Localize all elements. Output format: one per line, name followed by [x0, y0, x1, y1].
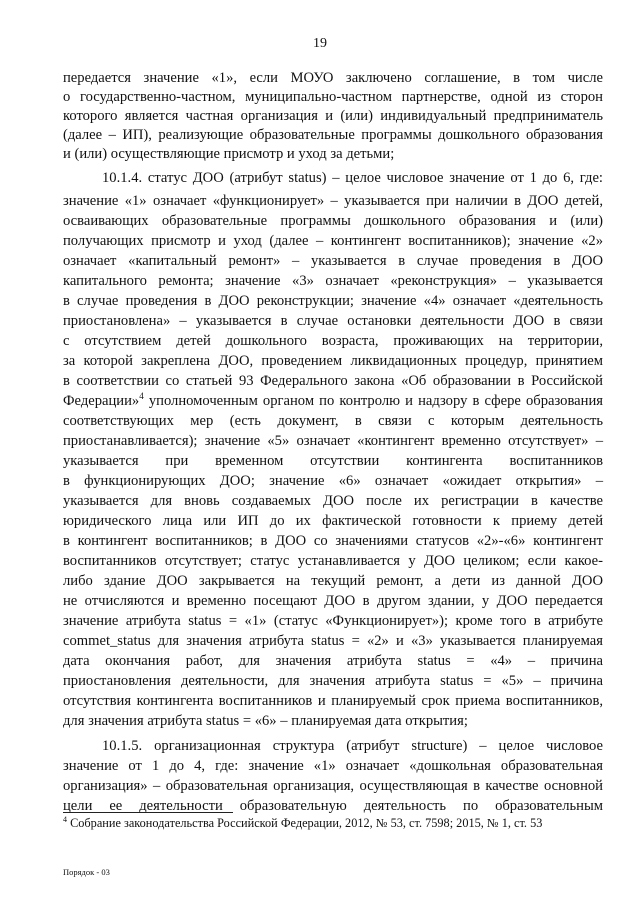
body-line: о государственно-частном, муниципально-частном партнерстве, одной из сторон [63, 89, 603, 105]
body-line: для значения атрибута status = «6» – планируемая дата открытия; [63, 713, 468, 729]
body-line: 10.1.4. статус ДОО (атрибут status) – целое числовое значение от 1 до 6, где: [102, 170, 603, 186]
body-line: не отчисляются и временно посещают ДОО в другом здании, у ДОО передается [63, 593, 603, 609]
body-line: за которой закреплена ДОО, проведением ликвидационных процедур, принятием [63, 353, 603, 369]
body-line: капитального ремонта; значение «3» означает «реконструкция» – указывается [63, 273, 603, 289]
body-line: значение атрибута status = «1» (статус «Функционирует»); кроме того в атрибуте [63, 613, 603, 629]
page-number: 19 [313, 36, 327, 51]
body-line: организация» – образовательная организация, осуществляющая в качестве основной [63, 778, 603, 794]
body-line: воспитанников отсутствует; статус устанавливается у ДОО целиком; если какое- [63, 553, 603, 569]
body-line-with-footnote-ref [63, 392, 603, 411]
body-line: получающих присмотр и уход (далее – контингент воспитанников); значение «2» [63, 233, 603, 249]
body-line: приостанавливается); значение «5» означает «контингент временно отсутствует» – [63, 433, 603, 449]
body-line: осваивающих образовательные программы дошкольного образования и (или) [63, 213, 603, 229]
body-line: приостановления деятельности, для значения атрибута status = «5» – причина [63, 673, 603, 689]
body-line: которого является частная организация и (или) индивидуальный предприниматель [63, 108, 603, 124]
document-footer-id: Порядок - 03 [63, 867, 110, 877]
footnote-marker: 4 [63, 814, 67, 824]
line-text: уполномоченным органом по контролю и надзору в сфере образования [143, 393, 603, 409]
body-line: с отсутствием детей дошкольного возраста, проживающих на территории, [63, 333, 603, 349]
body-line: 10.1.5. организационная структура (атрибут structure) – целое числовое [102, 738, 603, 754]
body-line: значение «1» означает «функционирует» – указывается при наличии в ДОО детей, [63, 193, 603, 209]
footnote-ref: 4 [139, 391, 144, 402]
body-line: передается значение «1», если МОУО заключено соглашение, в том числе [63, 70, 603, 86]
body-line: указывается при временном отсутствии контингента воспитанников [63, 453, 603, 469]
body-line: commet_status для значения атрибута status = «2» и «3» указывается планируемая [63, 633, 603, 649]
footnote-text: Собрание законодательства Российской Федерации, 2012, № 53, ст. 7598; 2015, № 1, ст. 53 [67, 816, 543, 830]
body-line: значение от 1 до 4, где: значение «1» означает «дошкольная образовательная [63, 758, 603, 774]
body-line: (далее – ИП), реализующие образовательные программы дошкольного образования [63, 127, 603, 143]
footnote-divider [63, 812, 233, 813]
body-line: в функционирующих ДОО; значение «6» означает «ожидает открытия» – [63, 473, 603, 489]
body-line: в соответствии со статьей 93 Федерального закона «Об образовании в Российской [63, 373, 603, 389]
body-line: приостановлена» – указывается в случае остановки деятельности ДОО в связи [63, 313, 603, 329]
body-line: соответствующих мер (есть документ, в связи с которым деятельность [63, 413, 603, 429]
body-line: цели ее деятельности образовательную деятельность по образовательным [63, 798, 603, 814]
body-line: в случае проведения в ДОО реконструкции; значение «4» означает «деятельность [63, 293, 603, 309]
body-line: указывается для вновь создаваемых ДОО после их регистрации в качестве [63, 493, 603, 509]
body-line: дата окончания работ, для значения атрибута status = «4» – причина [63, 653, 603, 669]
line-text: Федерации» [63, 393, 140, 409]
body-line: в контингент воспитанников; в ДОО со значениями статусов «2»-«6» контингент [63, 533, 603, 549]
body-line: либо здание ДОО закрывается на текущий ремонт, а дети из данной ДОО [63, 573, 603, 589]
body-line: и (или) осуществляющие присмотр и уход за детьми; [63, 146, 395, 162]
body-line: означает «капитальный ремонт» – указывается в случае проведения в ДОО [63, 253, 603, 269]
body-line: отсутствия контингента воспитанников и планируемый срок приема воспитанников, [63, 693, 603, 709]
footnote [63, 816, 603, 831]
body-line: юридического лица или ИП до их фактической готовности к приему детей [63, 513, 603, 529]
